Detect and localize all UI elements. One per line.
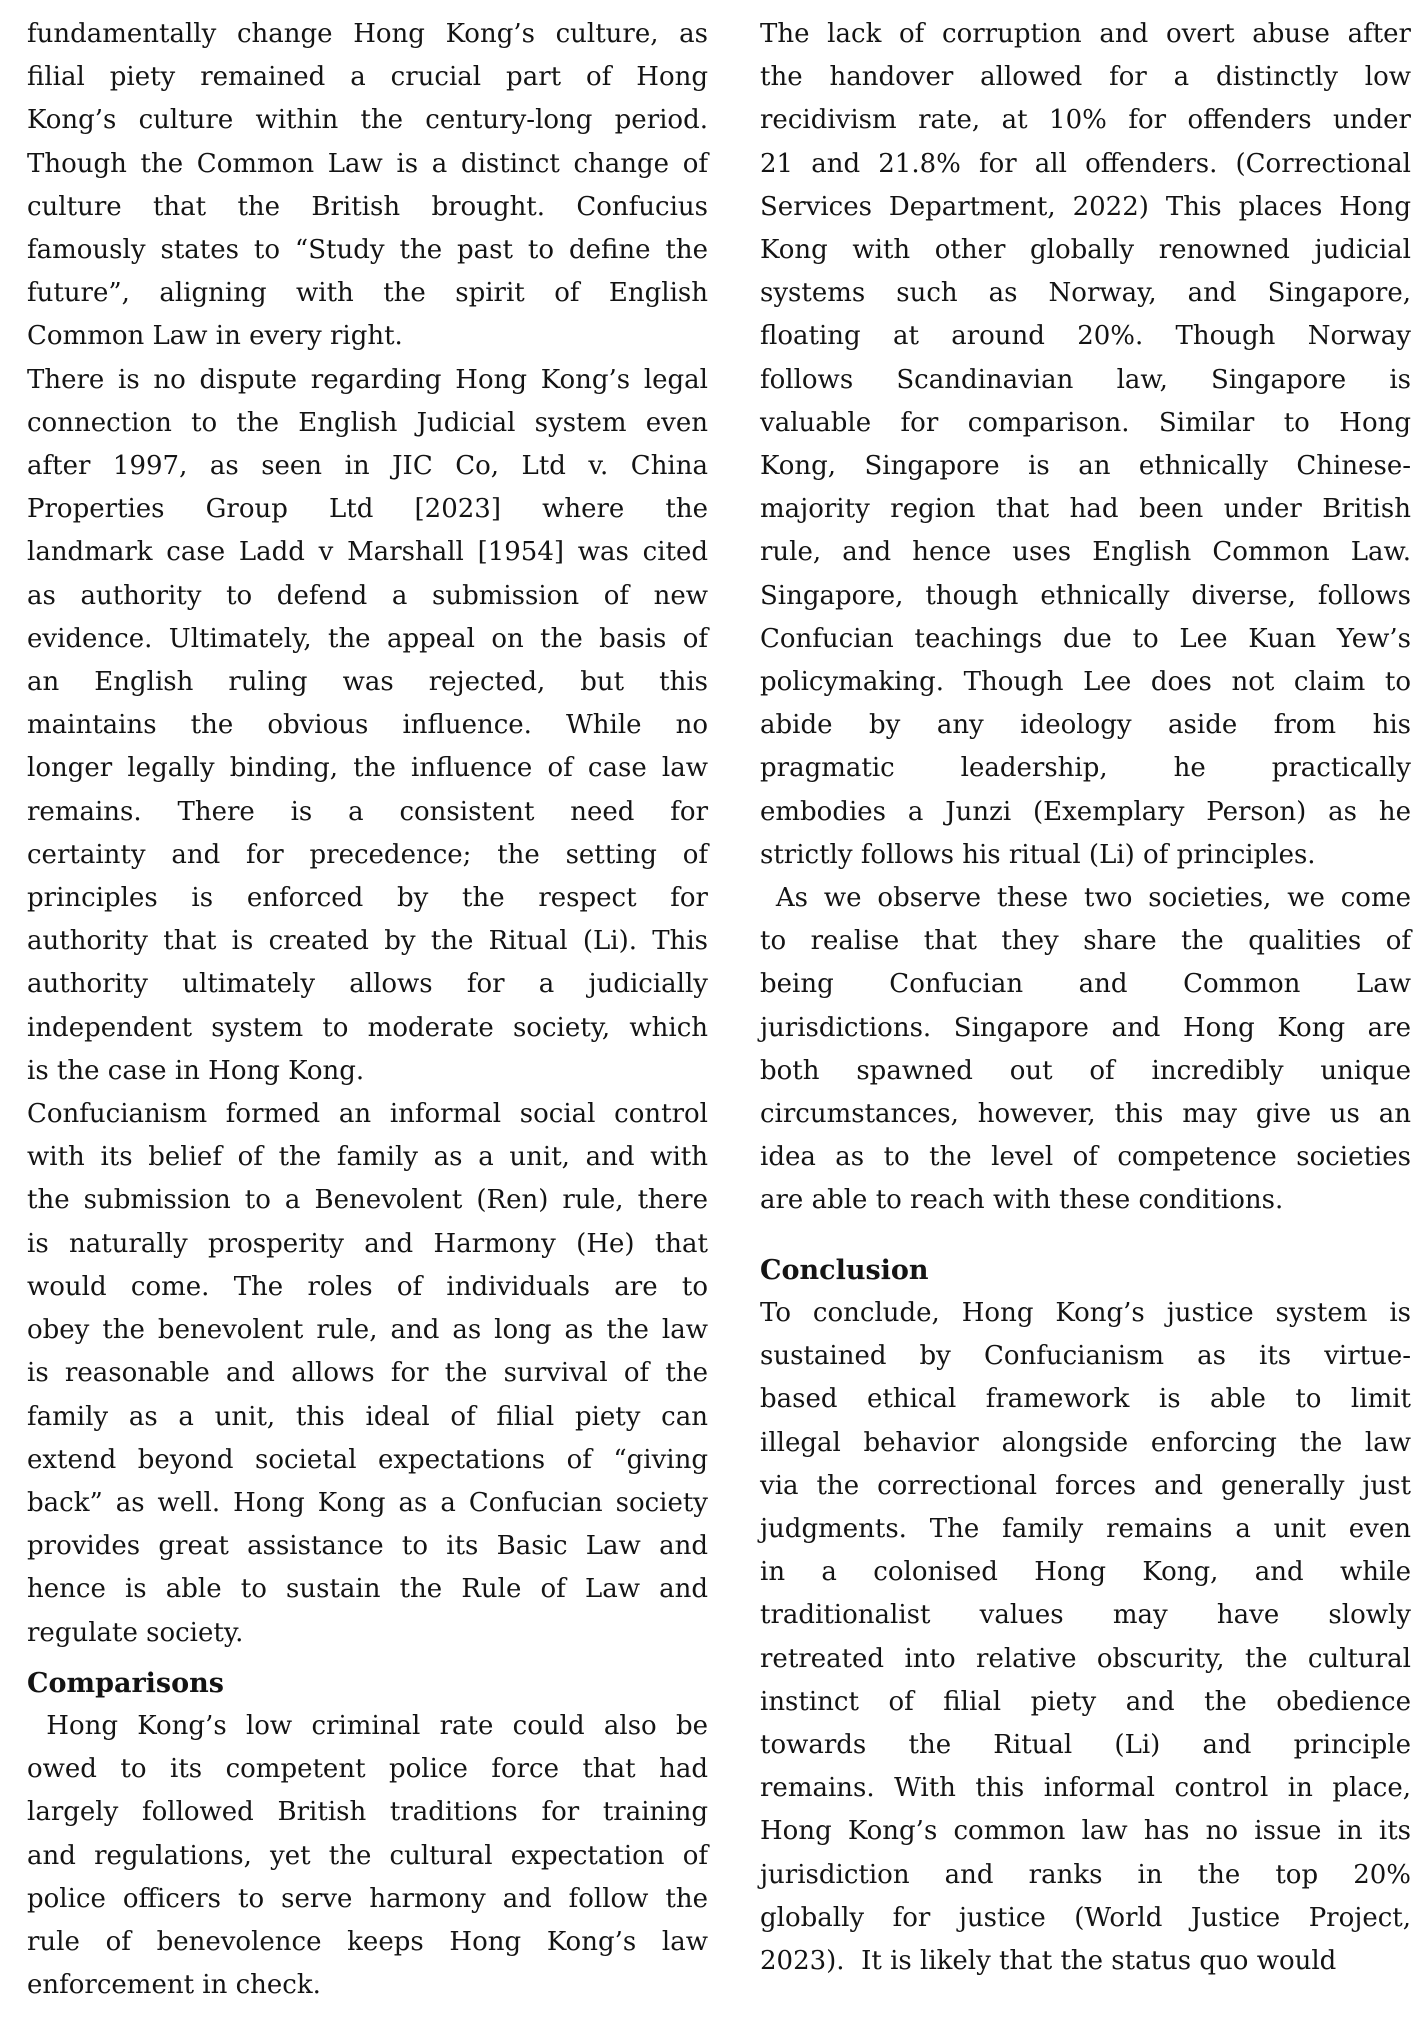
text-line: landmark case Ladd v Marshall [1954] was cited bbox=[27, 537, 708, 568]
text-line: Common Law in every right. bbox=[27, 321, 403, 352]
text-line: with its belief of the family as a unit, and with bbox=[27, 1142, 708, 1173]
text-line: as authority to defend a submission of new bbox=[27, 580, 708, 611]
text-line: in a colonised Hong Kong, and while bbox=[760, 1557, 1411, 1588]
text-line: authority that is created by the Ritual (Li). This bbox=[27, 926, 708, 957]
text-line: the handover allowed for a distinctly low bbox=[760, 62, 1411, 93]
text-line: sustained by Confucianism as its virtue- bbox=[760, 1341, 1411, 1372]
text-line: Properties Group Ltd [2023] where the bbox=[27, 494, 708, 525]
paragraph bbox=[760, 1292, 1411, 1983]
text-line: There is no dispute regarding Hong Kong’s legal bbox=[27, 364, 708, 395]
text-line: judgments. The family remains a unit even bbox=[760, 1513, 1411, 1544]
paragraph bbox=[27, 13, 708, 359]
text-line: Kong, Singapore is an ethnically Chinese- bbox=[760, 451, 1411, 482]
text-line: Confucianism formed an informal social control bbox=[27, 1099, 708, 1130]
text-line: illegal behavior alongside enforcing the law bbox=[760, 1427, 1411, 1458]
text-line: being Confucian and Common Law bbox=[760, 969, 1411, 1000]
left-column bbox=[27, 13, 708, 2028]
text-line: Singapore, though ethnically diverse, follows bbox=[760, 580, 1411, 611]
right-column bbox=[760, 13, 1411, 2028]
text-line: based ethical framework is able to limit bbox=[760, 1384, 1411, 1415]
text-line: embodies a Junzi (Exemplary Person) as he bbox=[760, 796, 1411, 827]
text-line: longer legally binding, the influence of case law bbox=[27, 753, 708, 784]
text-line: and regulations, yet the cultural expectation of bbox=[27, 1840, 708, 1871]
text-line: principles is enforced by the respect for bbox=[27, 883, 708, 914]
text-line: abide by any ideology aside from his bbox=[760, 710, 1411, 741]
text-line: valuable for comparison. Similar to Hong bbox=[760, 407, 1411, 438]
text-line: majority region that had been under British bbox=[760, 494, 1411, 525]
text-line: traditionalist values may have slowly bbox=[760, 1600, 1411, 1631]
text-line: strictly follows his ritual (Li) of principles. bbox=[760, 839, 1316, 870]
text-line: Hong Kong’s common law has no issue in its bbox=[760, 1816, 1411, 1847]
text-line: Though the Common Law is a distinct change of bbox=[27, 148, 708, 179]
text-line: evidence. Ultimately, the appeal on the basis of bbox=[27, 623, 708, 654]
text-line: towards the Ritual (Li) and principle bbox=[760, 1729, 1411, 1760]
text-line: policymaking. Though Lee does not claim to bbox=[760, 667, 1411, 698]
text-line: is reasonable and allows for the survival of the bbox=[27, 1358, 708, 1389]
text-line: both spawned out of incredibly unique bbox=[760, 1055, 1411, 1086]
paragraph bbox=[27, 1093, 708, 1655]
text-line: recidivism rate, at 10% for offenders under bbox=[760, 105, 1411, 136]
paragraph bbox=[27, 359, 708, 1093]
conclusion-heading: Conclusion bbox=[760, 1254, 929, 1286]
text-line: family as a unit, this ideal of filial piety can bbox=[27, 1401, 708, 1432]
comparisons-heading: Comparisons bbox=[27, 1667, 224, 1699]
paragraph bbox=[760, 877, 1411, 1223]
paragraph bbox=[27, 1705, 708, 2007]
text-line: Hong Kong’s low criminal rate could also be bbox=[27, 1710, 709, 1741]
text-line: The lack of corruption and overt abuse after bbox=[760, 19, 1411, 49]
text-line: rule, and hence uses English Common Law. bbox=[760, 537, 1411, 568]
text-line: retreated into relative obscurity, the cultural bbox=[760, 1643, 1411, 1674]
text-line: famously states to “Study the past to define the bbox=[27, 235, 708, 266]
text-line: hence is able to sustain the Rule of Law and bbox=[27, 1574, 708, 1605]
text-line: jurisdictions. Singapore and Hong Kong are bbox=[760, 1012, 1411, 1043]
text-line: globally for justice (World Justice Project, bbox=[760, 1902, 1411, 1933]
text-line: rule of benevolence keeps Hong Kong’s law bbox=[27, 1926, 708, 1957]
text-line: independent system to moderate society, which bbox=[27, 1012, 708, 1043]
text-line: back” as well. Hong Kong as a Confucian society bbox=[27, 1487, 708, 1518]
text-line: filial piety remained a crucial part of Hong bbox=[27, 62, 708, 93]
text-line: 2023). It is likely that the status quo would bbox=[760, 1945, 1337, 1976]
text-line: Kong’s culture within the century-long period. bbox=[27, 105, 708, 136]
text-line: culture that the British brought. Confucius bbox=[27, 191, 708, 222]
text-line: To conclude, Hong Kong’s justice system is bbox=[760, 1297, 1411, 1328]
text-line: largely followed British traditions for training bbox=[27, 1797, 708, 1828]
text-line: systems such as Norway, and Singapore, bbox=[760, 278, 1411, 309]
text-line: after 1997, as seen in JIC Co, Ltd v. China bbox=[27, 451, 708, 482]
text-line: follows Scandinavian law, Singapore is bbox=[760, 364, 1411, 395]
text-line: via the correctional forces and generally just bbox=[760, 1470, 1411, 1501]
text-line: the submission to a Benevolent (Ren) rule, there bbox=[27, 1185, 708, 1216]
text-line: maintains the obvious influence. While no bbox=[27, 710, 708, 741]
text-line: remains. With this informal control in place, bbox=[760, 1773, 1411, 1804]
text-line: would come. The roles of individuals are to bbox=[27, 1271, 708, 1302]
paragraph bbox=[760, 13, 1411, 877]
text-line: remains. There is a consistent need for bbox=[27, 796, 708, 827]
text-line: extend beyond societal expectations of “giving bbox=[27, 1444, 708, 1475]
text-line: pragmatic leadership, he practically bbox=[760, 753, 1411, 784]
text-line: idea as to the level of competence societies bbox=[760, 1142, 1411, 1173]
text-line: instinct of filial piety and the obedience bbox=[760, 1686, 1411, 1717]
text-line: is naturally prosperity and Harmony (He) that bbox=[27, 1228, 708, 1259]
text-line: to realise that they share the qualities of bbox=[760, 926, 1411, 957]
text-line: are able to reach with these conditions. bbox=[760, 1185, 1284, 1216]
text-line: Services Department, 2022) This places Hong bbox=[760, 191, 1411, 222]
text-line: certainty and for precedence; the setting of bbox=[27, 839, 708, 870]
text-line: police officers to serve harmony and follow the bbox=[27, 1883, 708, 1914]
text-line: is the case in Hong Kong. bbox=[27, 1055, 365, 1086]
text-line: fundamentally change Hong Kong’s culture, as bbox=[27, 19, 708, 49]
text-line: Confucian teachings due to Lee Kuan Yew’s bbox=[760, 623, 1411, 654]
text-line: provides great assistance to its Basic Law and bbox=[27, 1531, 708, 1562]
text-line: enforcement in check. bbox=[27, 1970, 321, 2001]
text-line: obey the benevolent rule, and as long as the law bbox=[27, 1315, 708, 1346]
text-line: regulate society. bbox=[27, 1617, 244, 1648]
text-line: Kong with other globally renowned judicial bbox=[760, 235, 1411, 266]
text-line: As we observe these two societies, we come bbox=[760, 883, 1411, 914]
text-line: circumstances, however, this may give us an bbox=[760, 1099, 1411, 1130]
text-line: future”, aligning with the spirit of English bbox=[27, 278, 708, 309]
text-line: connection to the English Judicial system even bbox=[27, 407, 708, 438]
text-line: 21 and 21.8% for all offenders. (Correctional bbox=[760, 148, 1411, 179]
text-line: an English ruling was rejected, but this bbox=[27, 667, 708, 698]
text-line: jurisdiction and ranks in the top 20% bbox=[760, 1859, 1411, 1890]
text-line: authority ultimately allows for a judicially bbox=[27, 969, 708, 1000]
text-line: owed to its competent police force that had bbox=[27, 1754, 708, 1785]
text-line: floating at around 20%. Though Norway bbox=[760, 321, 1411, 352]
